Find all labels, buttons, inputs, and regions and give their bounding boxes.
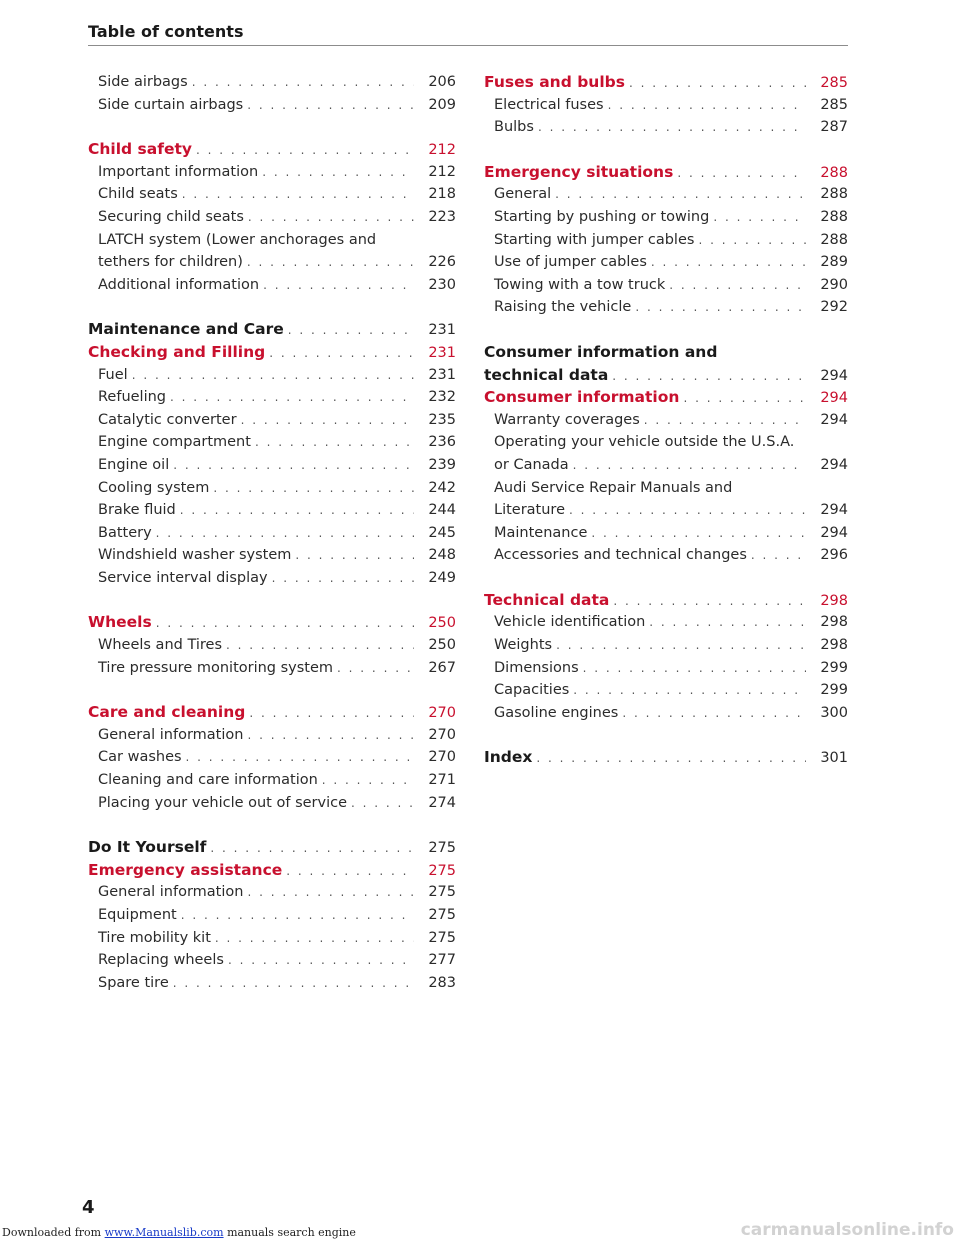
toc-page-number: 285 (820, 75, 848, 91)
dot-leader (196, 139, 414, 162)
dot-leader (215, 927, 414, 950)
dot-leader (649, 611, 806, 634)
toc-page-number: 249 (428, 569, 456, 586)
dot-leader (247, 94, 414, 117)
dot-leader (322, 769, 414, 792)
toc-section-entry[interactable] (88, 859, 456, 882)
toc-page-number: 292 (820, 299, 848, 316)
toc-entry[interactable] (88, 183, 456, 206)
toc-entry-label: Tire pressure monitoring system (98, 659, 334, 676)
toc-page-number: 235 (428, 411, 456, 428)
toc-entry[interactable] (88, 972, 456, 995)
toc-entry-label: Engine oil (98, 456, 170, 473)
toc-entry[interactable] (484, 229, 848, 252)
toc-page-number: 206 (428, 74, 456, 90)
toc-entry[interactable] (88, 657, 456, 680)
toc-entry-label: Emergency situations (484, 162, 674, 181)
toc-entry-label: Placing your vehicle out of service (98, 794, 348, 811)
toc-page-number: 223 (428, 208, 456, 225)
toc-page-number: 232 (428, 389, 456, 406)
dot-leader (569, 499, 806, 522)
dot-leader (608, 94, 806, 117)
toc-page-number: 298 (820, 592, 848, 609)
dot-leader (226, 634, 414, 657)
toc-entry-label: Electrical fuses (494, 96, 604, 113)
dot-leader (337, 657, 414, 680)
toc-section-entry[interactable] (484, 341, 848, 364)
toc-page-number: 270 (428, 749, 456, 766)
toc-page-number: 245 (428, 524, 456, 541)
toc-page-number: 283 (428, 974, 456, 991)
toc-entry-label: Maintenance (494, 524, 588, 541)
toc-page-number: 231 (428, 366, 456, 383)
toc-entry[interactable] (88, 206, 456, 229)
manualslib-link[interactable]: www.Manualslib.com (104, 1226, 224, 1239)
dot-leader (269, 342, 414, 365)
dot-leader (644, 409, 806, 432)
toc-entry-label: Brake fluid (98, 502, 176, 519)
toc-entry-label: Literature (494, 502, 565, 519)
toc-page-number: 299 (820, 659, 848, 676)
toc-entry[interactable] (484, 296, 848, 319)
toc-page-number: 294 (820, 502, 848, 519)
toc-page-number: 270 (428, 726, 456, 743)
toc-entry-label: Spare tire (98, 974, 169, 991)
toc-entry-label: Child safety (88, 140, 192, 159)
toc-section-entry[interactable] (484, 746, 848, 769)
toc-entry[interactable] (88, 229, 456, 252)
toc-entry-label: Wheels and Tires (98, 637, 223, 654)
section-gap (88, 589, 456, 611)
toc-entry-label: Equipment (98, 907, 177, 923)
toc-page-number: 298 (820, 637, 848, 654)
toc-entry[interactable] (88, 544, 456, 567)
dot-leader (180, 499, 414, 522)
toc-page-number: 300 (820, 704, 848, 721)
toc-page-number: 212 (428, 142, 456, 159)
toc-entry[interactable] (484, 679, 848, 702)
download-footer (2, 1226, 356, 1239)
section-gap (484, 567, 848, 589)
section-gap (484, 319, 848, 341)
toc-entry-label: Maintenance and Care (88, 320, 284, 339)
dot-leader (247, 251, 414, 274)
toc-page-number: 294 (820, 367, 848, 384)
toc-page-number: 242 (428, 479, 456, 496)
toc-page-number: 288 (820, 186, 848, 203)
toc-entry-label: Operating your vehicle outside the U.S.A. (494, 434, 795, 451)
toc-page-number: 275 (428, 884, 456, 901)
toc-entry[interactable] (88, 251, 456, 274)
toc-entry[interactable] (88, 409, 456, 432)
section-gap (484, 724, 848, 746)
dot-leader (573, 454, 806, 477)
toc-left-column (88, 71, 456, 994)
dot-leader (613, 590, 806, 613)
toc-entry-label: Battery (98, 524, 152, 541)
toc-entry[interactable] (88, 522, 456, 545)
footer-suffix: manuals search engine (227, 1226, 356, 1239)
toc-page-number: 294 (820, 390, 848, 407)
dot-leader (156, 612, 414, 635)
toc-page-number: 244 (428, 502, 456, 519)
toc-page-number: 231 (428, 322, 456, 339)
toc-page-number: 209 (428, 96, 456, 113)
toc-section-entry[interactable] (88, 836, 456, 859)
toc-entry-label: Checking and Filling (88, 342, 266, 361)
toc-entry-label: Starting by pushing or towing (494, 208, 710, 225)
toc-entry[interactable] (88, 792, 456, 815)
toc-entry[interactable] (484, 611, 848, 634)
toc-page-number: 271 (428, 772, 456, 789)
toc-entry-label: Tire mobility kit (98, 929, 211, 946)
dot-leader (295, 544, 414, 567)
toc-entry-label: Car washes (98, 749, 182, 766)
toc-page-number: 289 (820, 254, 848, 271)
toc-page-number: 277 (428, 952, 456, 969)
toc-entry[interactable] (484, 409, 848, 432)
toc-page-number: 290 (820, 276, 848, 293)
dot-leader (192, 71, 414, 94)
toc-entry[interactable] (88, 274, 456, 297)
toc-page-number: 298 (820, 614, 848, 631)
toc-section-entry[interactable] (88, 318, 456, 341)
toc-entry[interactable] (88, 477, 456, 500)
toc-entry[interactable] (484, 251, 848, 274)
dot-leader (170, 386, 414, 409)
dot-leader (635, 296, 806, 319)
toc-entry[interactable] (484, 94, 848, 117)
footer-prefix: Downloaded from (2, 1226, 102, 1239)
toc-page-number: 239 (428, 456, 456, 473)
dot-leader (286, 860, 414, 883)
toc-entry-label: or Canada (494, 456, 569, 473)
toc-entry-label: Consumer information and (484, 342, 718, 361)
dot-leader (698, 229, 806, 252)
toc-section-entry[interactable] (88, 701, 456, 724)
section-gap (88, 296, 456, 318)
toc-entry[interactable] (484, 477, 848, 500)
dot-leader (249, 702, 414, 725)
dot-leader (651, 251, 806, 274)
toc-entry-label: Technical data (484, 590, 610, 609)
toc-entry[interactable] (484, 499, 848, 522)
toc-entry-label: Cooling system (98, 479, 210, 496)
dot-leader (622, 702, 806, 725)
toc-entry[interactable] (88, 904, 456, 927)
dot-leader (182, 183, 414, 206)
toc-entry[interactable] (88, 634, 456, 657)
toc-entry-label: Warranty coverages (494, 411, 640, 428)
toc-page-number: 230 (428, 276, 456, 293)
toc-entry-label: Gasoline engines (494, 704, 619, 721)
toc-entry[interactable] (484, 702, 848, 725)
toc-page-number: 274 (428, 794, 456, 811)
toc-entry[interactable] (484, 183, 848, 206)
dot-leader (536, 747, 806, 770)
dot-leader (173, 972, 414, 995)
section-gap (88, 679, 456, 701)
toc-right-column (484, 71, 848, 769)
toc-entry-label: Do It Yourself (88, 838, 207, 857)
toc-entry[interactable] (484, 634, 848, 657)
toc-page-number: 294 (820, 524, 848, 541)
toc-entry-label: Windshield washer system (98, 547, 292, 564)
dot-leader (555, 183, 806, 206)
toc-page-number: 212 (428, 163, 456, 180)
toc-page-number: 299 (820, 682, 848, 699)
toc-entry-label: Towing with a tow truck (494, 276, 666, 293)
toc-entry-label: Side airbags (98, 74, 188, 90)
dot-leader (677, 162, 806, 185)
section-gap (88, 116, 456, 138)
dot-leader (629, 72, 806, 95)
toc-entry[interactable] (88, 454, 456, 477)
toc-entry[interactable] (88, 567, 456, 590)
toc-entry-label: Emergency assistance (88, 860, 283, 879)
toc-entry-label: Weights (494, 637, 553, 654)
toc-page-number: 248 (428, 547, 456, 564)
toc-page-number: 296 (820, 547, 848, 564)
toc-entry-label: General information (98, 726, 244, 743)
dot-leader (751, 544, 806, 567)
toc-page-number: 287 (820, 119, 848, 136)
dot-leader (713, 206, 806, 229)
toc-entry-label: Important information (98, 163, 259, 180)
dot-leader (210, 837, 414, 860)
toc-page-number: 294 (820, 456, 848, 473)
dot-leader (351, 792, 414, 815)
toc-entry[interactable] (88, 927, 456, 950)
toc-entry-label: tethers for children) (98, 254, 243, 271)
toc-section-entry[interactable] (484, 589, 848, 612)
toc-page-number: 226 (428, 254, 456, 271)
dot-leader (263, 274, 414, 297)
toc-page-number: 231 (428, 344, 456, 361)
toc-section-entry[interactable] (484, 364, 848, 387)
toc-entry-label: Wheels (88, 613, 152, 632)
toc-entry-label: technical data (484, 365, 609, 384)
toc-entry[interactable] (88, 161, 456, 184)
toc-entry[interactable] (484, 431, 848, 454)
toc-page-number: 285 (820, 96, 848, 113)
toc-entry-label: Child seats (98, 186, 178, 203)
toc-entry[interactable] (88, 769, 456, 792)
toc-entry-label: Starting with jumper cables (494, 231, 695, 248)
toc-entry-label: Index (484, 748, 533, 767)
dot-leader (247, 881, 414, 904)
toc-entry[interactable] (484, 657, 848, 680)
toc-entry[interactable] (88, 499, 456, 522)
dot-leader (262, 161, 414, 184)
toc-page-number: 218 (428, 186, 456, 203)
toc-page-number: 275 (428, 929, 456, 946)
toc-entry-label: Securing child seats (98, 208, 244, 225)
dot-leader (538, 116, 806, 139)
toc-page-number: 275 (428, 862, 456, 879)
toc-entry-label: General information (98, 884, 244, 901)
dot-leader (241, 409, 414, 432)
toc-page-number: 250 (428, 637, 456, 654)
section-gap (484, 139, 848, 161)
toc-section-entry[interactable] (88, 138, 456, 161)
dot-leader (132, 364, 414, 387)
toc-entry[interactable] (88, 746, 456, 769)
toc-page-number: 267 (428, 659, 456, 676)
page-header (88, 22, 848, 46)
toc-entry[interactable] (88, 431, 456, 454)
toc-page-number: 288 (820, 208, 848, 225)
dot-leader (247, 724, 414, 747)
toc-entry-label: Catalytic converter (98, 411, 237, 428)
toc-page-number: 250 (428, 615, 456, 632)
section-gap (88, 814, 456, 836)
dot-leader (612, 365, 806, 388)
toc-entry[interactable] (88, 364, 456, 387)
toc-page-number: 288 (820, 164, 848, 181)
toc-entry-label: Side curtain airbags (98, 96, 244, 113)
toc-entry[interactable] (88, 881, 456, 904)
toc-page-number: 275 (428, 907, 456, 923)
toc-entry-label: Consumer information (484, 388, 680, 407)
dot-leader (156, 522, 414, 545)
toc-section-entry[interactable] (484, 71, 848, 94)
toc-page-number: 236 (428, 434, 456, 451)
toc-entry-label: LATCH system (Lower anchorages and (98, 231, 377, 248)
toc-entry[interactable] (484, 274, 848, 297)
toc-entry-label: Capacities (494, 682, 570, 699)
toc-entry-label: Engine compartment (98, 434, 251, 451)
toc-entry[interactable] (484, 116, 848, 139)
toc-entry-label: Accessories and technical changes (494, 547, 747, 564)
toc-entry[interactable] (88, 386, 456, 409)
toc-section-entry[interactable] (88, 341, 456, 364)
page-number: 4 (82, 1197, 95, 1218)
toc-section-entry[interactable] (484, 386, 848, 409)
dot-leader (248, 206, 414, 229)
dot-leader (272, 567, 414, 590)
dot-leader (288, 319, 414, 342)
toc-entry[interactable] (484, 544, 848, 567)
dot-leader (186, 746, 414, 769)
toc-entry[interactable] (484, 522, 848, 545)
toc-page-number: 275 (428, 840, 456, 857)
dot-leader (228, 949, 414, 972)
dot-leader (556, 634, 806, 657)
toc-entry-label: Care and cleaning (88, 703, 246, 722)
toc-entry-label: Refueling (98, 389, 167, 406)
dot-leader (573, 679, 806, 702)
toc-entry-label: General (494, 186, 552, 203)
toc-page-number: 270 (428, 705, 456, 722)
dot-leader (669, 274, 806, 297)
dot-leader (583, 657, 806, 680)
toc-entry[interactable] (88, 724, 456, 747)
toc-entry-label: Use of jumper cables (494, 254, 647, 271)
dot-leader (591, 522, 806, 545)
toc-entry-label: Dimensions (494, 659, 579, 676)
toc-entry[interactable] (88, 949, 456, 972)
toc-entry[interactable] (88, 94, 456, 117)
page-title: Table of contents (88, 22, 244, 41)
dot-leader (255, 431, 414, 454)
toc-entry[interactable] (484, 206, 848, 229)
toc-entry-label: Additional information (98, 276, 260, 293)
dot-leader (181, 904, 414, 927)
toc-entry[interactable] (88, 71, 456, 94)
dot-leader (173, 454, 414, 477)
toc-entry-label: Service interval display (98, 569, 268, 586)
toc-section-entry[interactable] (484, 161, 848, 184)
toc-entry-label: Cleaning and care information (98, 772, 318, 789)
dot-leader (213, 477, 414, 500)
site-watermark: carmanualsonline.info (740, 1220, 954, 1240)
toc-page-number: 301 (820, 750, 848, 767)
toc-page-number: 294 (820, 411, 848, 428)
toc-entry-label: Bulbs (494, 119, 534, 136)
toc-entry-label: Raising the vehicle (494, 299, 632, 316)
toc-entry-label: Replacing wheels (98, 952, 224, 969)
toc-entry-label: Vehicle identification (494, 614, 646, 631)
toc-page-number: 288 (820, 231, 848, 248)
toc-section-entry[interactable] (88, 611, 456, 634)
toc-entry-label: Audi Service Repair Manuals and (494, 479, 733, 496)
toc-entry-label: Fuel (98, 366, 128, 383)
toc-entry[interactable] (484, 454, 848, 477)
dot-leader (683, 387, 806, 410)
toc-entry-label: Fuses and bulbs (484, 73, 625, 91)
